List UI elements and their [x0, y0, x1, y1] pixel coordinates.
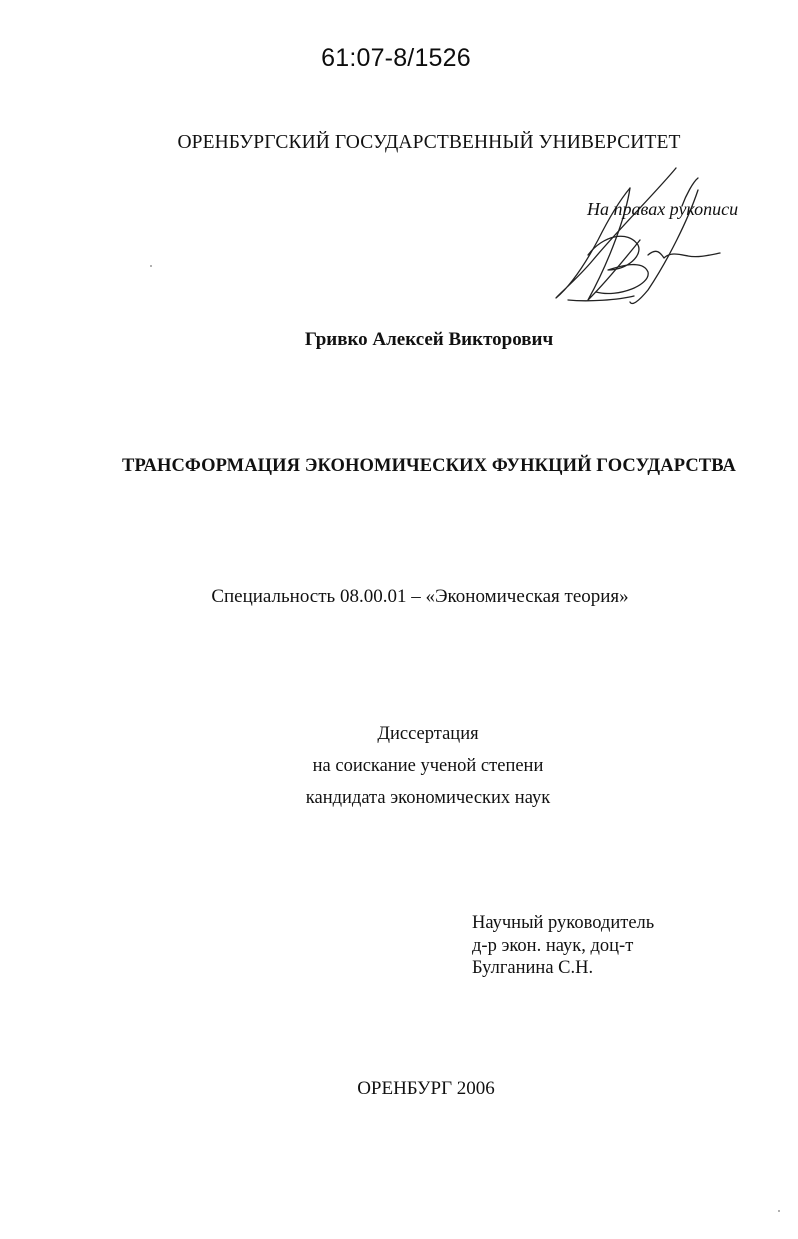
dissertation-description: [0, 718, 798, 814]
manuscript-rights-note: На правах рукописи: [587, 199, 739, 219]
city-year: ОРЕНБУРГ 2006: [357, 1078, 495, 1099]
supervisor-name: Булганина С.Н.: [472, 958, 594, 978]
university-name: ОРЕНБУРГСКИЙ ГОСУДАРСТВЕННЫЙ УНИВЕРСИТЕТ: [177, 132, 681, 153]
supervisor-role: Научный руководитель: [472, 913, 655, 933]
scan-speck: [778, 1210, 780, 1212]
catalog-number-text: 61:07-8/1526: [321, 44, 471, 72]
handwritten-signature: [548, 160, 728, 310]
specialty-line: Специальность 08.00.01 – «Экономическая теория»: [211, 586, 629, 607]
catalog-number: [0, 44, 798, 73]
dissertation-title: ТРАНСФОРМАЦИЯ ЭКОНОМИЧЕСКИХ ФУНКЦИЙ ГОСУДАРСТВА: [122, 456, 736, 476]
supervisor-block: [472, 912, 654, 980]
dissertation-line-1: Диссертация: [377, 724, 479, 744]
supervisor-degree: д-р экон. наук, доц-т: [472, 935, 634, 956]
author-name: Гривко Алексей Викторович: [304, 329, 554, 350]
scan-speck: [150, 265, 152, 267]
dissertation-line-3: кандидата экономических наук: [305, 788, 551, 808]
dissertation-line-2: на соискание ученой степени: [312, 756, 544, 776]
